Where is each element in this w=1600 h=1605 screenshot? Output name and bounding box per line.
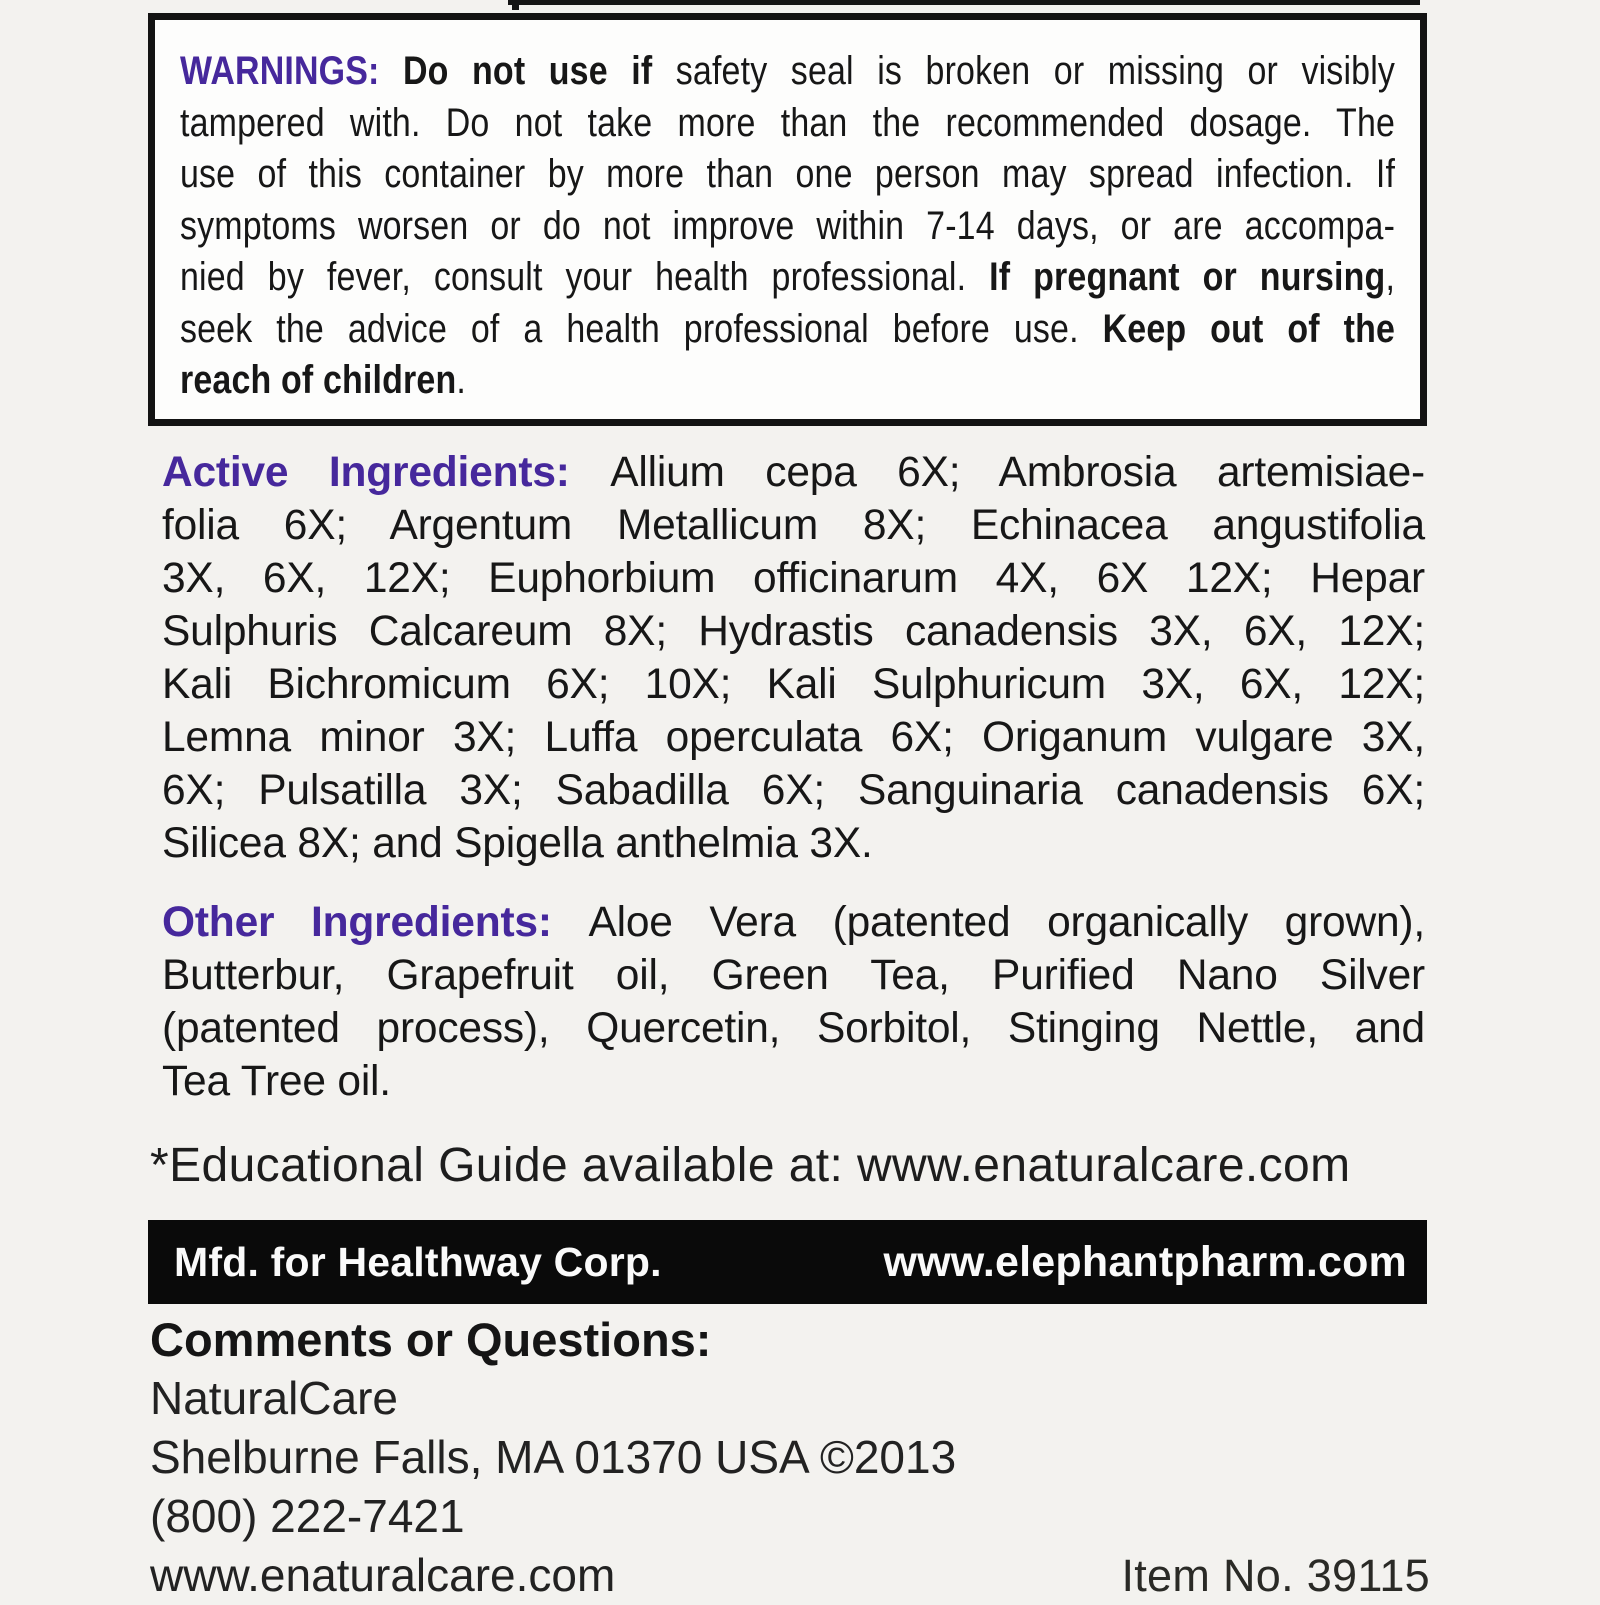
manufacturer-website: www.elephantpharm.com [883,1237,1407,1286]
active-ingredients-paragraph [162,446,1425,870]
manufacturer-bar [148,1220,1427,1304]
text-line: folia 6X; Argentum Metallicum 8X; Echinacea angustifolia [162,502,1425,549]
text-line: Kali Bichromicum 6X; 10X; Kali Sulphuricum 3X, 6X, 12X; [162,661,1425,708]
cropped-content-edge-line [508,0,1420,5]
text-line: Tea Tree oil. [162,1058,391,1105]
text-line: (patented process), Quercetin, Sorbitol, Stinging Nettle, and [162,1005,1425,1052]
text-line: 3X, 6X, 12X; Euphorbium officinarum 4X, 6X 12X; Hepar [162,555,1425,602]
text-line: symptoms worsen or do not improve within 7-14 days, or are accompa- [180,203,1396,248]
other-ingredients-paragraph [162,896,1425,1108]
text-line: Other Ingredients: Aloe Vera (patented organically grown), [162,899,1425,946]
cropped-content-stub [512,0,519,10]
contact-block [150,1310,1430,1605]
text-line: reach of children. [180,358,466,402]
text-line: Silicea 8X; and Spigella anthelmia 3X. [162,820,873,867]
text-line: use of this container by more than one person may spread infection. If [180,152,1396,196]
website-item-row [150,1546,1430,1605]
contact-heading: Comments or Questions: [150,1313,712,1366]
text-line: 6X; Pulsatilla 3X; Sabadilla 6X; Sanguinaria canadensis 6X; [162,767,1425,814]
manufacturer-label: Mfd. for Healthway Corp. [174,1238,662,1285]
warnings-text [180,46,1395,407]
educational-guide-note: *Educational Guide available at: www.enaturalcare.com [150,1139,1351,1192]
website-url: www.enaturalcare.com [150,1549,616,1601]
text-line: Active Ingredients: Allium cepa 6X; Ambrosia artemisiae- [162,449,1425,496]
text-line: tampered with. Do not take more than the recommended dosage. The [180,100,1396,145]
text-line: WARNINGS: Do not use if safety seal is broken or missing or visibly [180,49,1396,93]
company-name: NaturalCare [150,1372,398,1424]
text-line: Lemna minor 3X; Luffa operculata 6X; Origanum vulgare 3X, [162,714,1425,761]
text-line: Sulphuris Calcareum 8X; Hydrastis canadensis 3X, 6X, 12X; [162,608,1425,655]
phone-number: (800) 222-7421 [150,1490,465,1542]
text-line: seek the advice of a health professional before use. Keep out of the [180,306,1396,351]
company-address: Shelburne Falls, MA 01370 USA ©2013 [150,1431,957,1483]
text-line: nied by fever, consult your health professional. If pregnant or nursing, [180,255,1396,299]
warnings-box [148,13,1427,426]
item-number: Item No. 39115 [1121,1550,1430,1601]
text-line: Butterbur, Grapefruit oil, Green Tea, Purified Nano Silver [162,952,1425,999]
